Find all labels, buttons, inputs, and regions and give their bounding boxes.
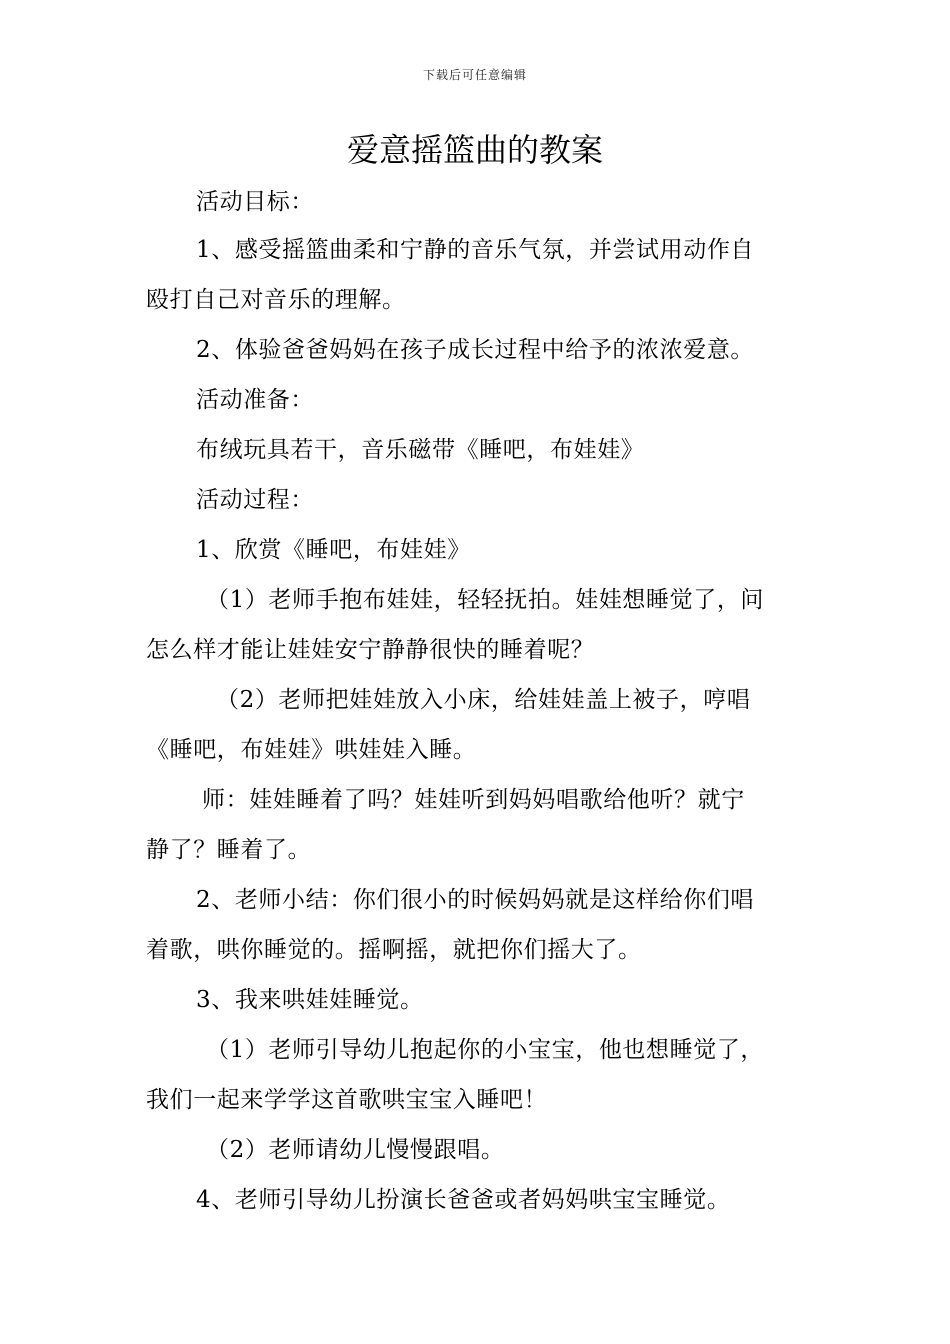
paragraph-line: （2）老师把娃娃放入小床，给娃娃盖上被子，哼唱 [216, 687, 751, 713]
paragraph-line: （1）老师手抱布娃娃，轻轻抚拍。娃娃想睡觉了，问 [206, 587, 765, 613]
paragraph-line: 1、感受摇篮曲柔和宁静的音乐气氛，并尝试用动作自 [196, 237, 755, 263]
paragraph-line: 1、欣赏《睡吧，布娃娃》 [196, 537, 471, 563]
document-title: 爱意摇篮曲的教案 [346, 131, 603, 169]
paragraph-line: 师：娃娃睡着了吗？娃娃听到妈妈唱歌给他听？就宁 [202, 787, 745, 813]
paragraph-line: 2、体验爸爸妈妈在孩子成长过程中给予的浓浓爱意。 [196, 337, 755, 363]
paragraph-line: 2、老师小结：你们很小的时候妈妈就是这样给你们唱 [196, 887, 755, 913]
paragraph-line: 着歌，哄你睡觉的。摇啊摇，就把你们摇大了。 [146, 937, 642, 963]
section-heading-goals: 活动目标： [196, 189, 314, 215]
paragraph-line: 3、我来哄娃娃睡觉。 [196, 987, 424, 1013]
paragraph-line: 怎么样才能让娃娃安宁静静很快的睡着呢？ [146, 637, 595, 663]
paragraph-line: 我们一起来学学这首歌哄宝宝入睡吧！ [146, 1087, 548, 1113]
paragraph-line: 《睡吧，布娃娃》哄娃娃入睡。 [146, 737, 477, 763]
section-heading-process: 活动过程： [196, 487, 314, 513]
paragraph-line: 殴打自己对音乐的理解。 [146, 287, 406, 313]
paragraph-line: 布绒玩具若干，音乐磁带《睡吧，布娃娃》 [196, 437, 645, 463]
paragraph-line: （2）老师请幼儿慢慢跟唱。 [206, 1137, 505, 1163]
header-note: 下载后可任意编辑 [422, 68, 527, 82]
paragraph-line: 静了？睡着了。 [146, 837, 312, 863]
paragraph-line: 4、老师引导幼儿扮演长爸爸或者妈妈哄宝宝睡觉。 [196, 1187, 731, 1213]
paragraph-line: （1）老师引导幼儿抱起你的小宝宝，他也想睡觉了， [206, 1037, 765, 1063]
section-heading-preparation: 活动准备： [196, 387, 314, 413]
